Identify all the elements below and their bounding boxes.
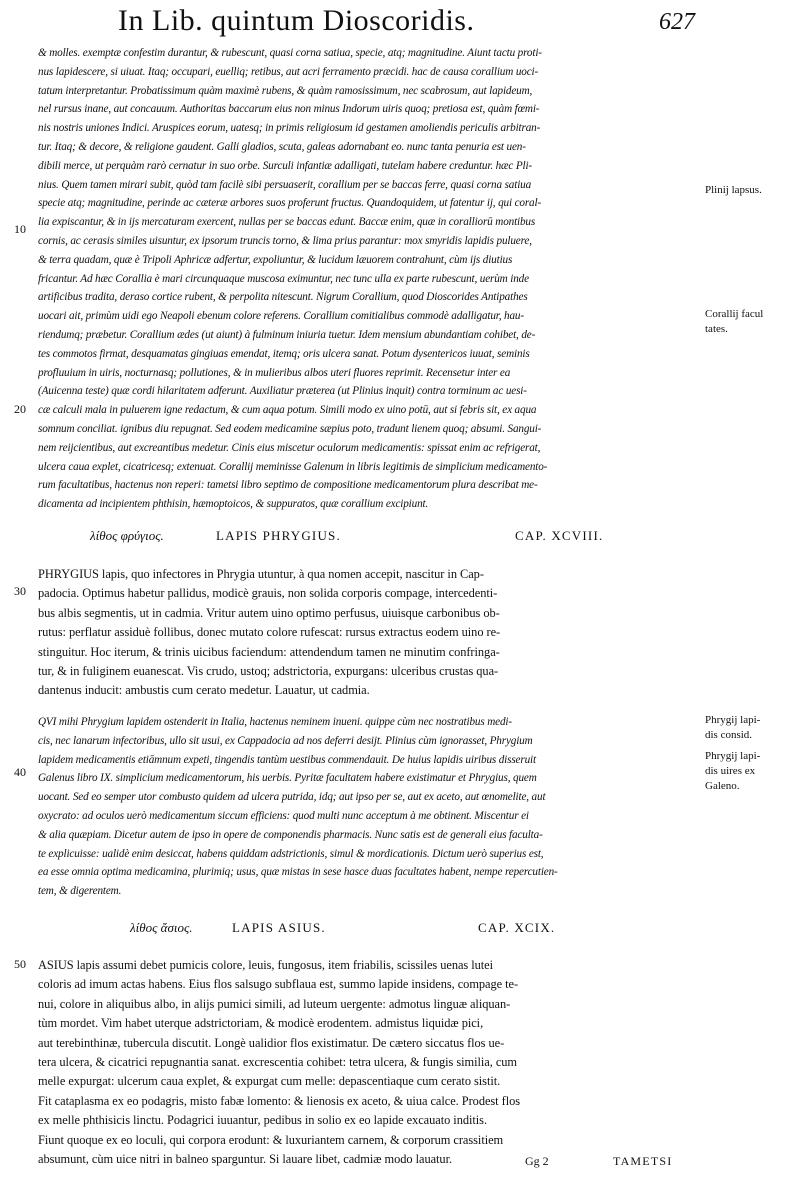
text-line: specie atq; magnitudine, perinde ac cæteræ arbores suos proferunt fructus. Quandoquidem, ut fatentur ij, qui coral- xyxy=(38,197,542,210)
text-line: riendumq; præbetur. Corallium ædes (ut aiunt) à fulminum iniuria tuetur. Idem mensium abundantiam cohibet, de- xyxy=(38,328,536,341)
text-line: & molles. exemptæ confestim durantur, & rubescunt, quasi corna satiua, specie, atq; magnitudine. Aiunt tactu proti- xyxy=(38,47,542,59)
text-line: bus albis segmentis, ut in cadmia. Vritur autem uino optimo perfusus, uiuisque carbonibus ob- xyxy=(38,605,500,620)
text-line: artificibus tradita, deraso cortice rubent, & perpolita nitescunt. Nigrum Corallium, quod Dioscorides Antipathes xyxy=(38,291,528,304)
greek-title: λίθος φρύγιος. xyxy=(90,528,164,543)
catchword: TAMETSI xyxy=(613,1154,673,1168)
text-line: absumunt, cùm uice nitri in balneo sparguntur. Si lauare libet, cadmiæ modo lauatur. xyxy=(38,1152,453,1167)
margin-note-plinij xyxy=(705,183,783,198)
chapter-heading-99 xyxy=(0,918,787,940)
margin-note-line: dis uires ex xyxy=(705,765,756,777)
text-line: cæ calculi mala in puluerem igne redactum, & cum aqua potum. Simili modo ex uino potū, aut si febris sit, ex aqua xyxy=(38,404,537,417)
text-line: tùm mordet. Vim habet uterque adstrictoriam, & modicè erodentem. admistus liquidæ pici, xyxy=(38,1016,484,1031)
text-line: fricantur. Ad hæc Corallia è mari circunquaque muscosa eximuntur, nec tunc ulla ex parte rubescunt, uerùm inde xyxy=(38,272,529,285)
margin-note-line: Corallij facul xyxy=(705,308,764,320)
margin-note-line: Plinij lapsus. xyxy=(705,184,762,196)
text-line: tem, & digerentem. xyxy=(38,885,122,898)
text-line: & alia quæpiam. Dicetur autem de ipso in opere de componendis pharmacis. Nunc satis est de generali eius faculta- xyxy=(38,828,543,841)
line-number: 20 xyxy=(14,402,26,416)
text-line: cornis, ac cerasis similes uisuntur, ex ipsorum truncis torno, & lima prius parantur: mox smyridis lapidis puluere, xyxy=(38,234,532,247)
latin-title: LAPIS ASIUS. xyxy=(232,920,326,935)
text-line: rum facultatibus, hactenus non reperi: tametsi libro septimo de compositione medicamentorum plura describat me- xyxy=(38,479,538,492)
text-line: ulcera caua explet, cicatricesq; extenuat. Corallij meminisse Galenum in libris legitimis de simplicium medicamento- xyxy=(38,460,548,473)
text-line: dibili merce, ut perquàm rarò cernatur in suo orbe. Surculi infantiæ adalligati, tutelam habere creduntur. hæc Pli- xyxy=(38,159,533,172)
margin-note-phrygij-consid xyxy=(705,713,783,743)
text-line: tur, & in fuliginem euanescat. Vis crudo, ustoq; adstrictoria, expurgans: ulceribus crustas qua- xyxy=(38,664,499,679)
text-line: stinguitur. Hoc iterum, & trinis uicibus faciendum: attendendum tamen ne minutim confringa- xyxy=(38,644,500,659)
text-line: melle expurgat: ulcerum caua explet, & expurgat cum melle: depascentiaque cum cerato sistit. xyxy=(38,1074,501,1089)
text-line: te explicuisse: ualidè enim desiccat, habens quiddam adstrictionis, simul & mordicationis. Dictum uerò superius est, xyxy=(38,847,544,860)
text-line: profluuium in uiris, nocturnasq; pollutiones, & in mulieribus albos uteri fluores reprimit. Recensetur inter ea xyxy=(38,366,511,379)
text-line: Galenus libro IX. simplicium medicamentorum, his uerbis. Pyritæ facultatem habere existimatur et Phrygius, quem xyxy=(38,772,537,785)
text-line: nem reijcientibus, aut excreantibus medetur. Cinis eius miscetur oculorum medicamentis: spissat enim ac refrigerat, xyxy=(38,441,541,454)
line-number: 50 xyxy=(14,957,26,971)
text-line: lia expiscantur, & in ijs mercaturam exercent, nullas per se baccas edunt. Baccæ enim, quæ in coralliorū montibus xyxy=(38,216,536,229)
dioscorides-text-99 xyxy=(38,956,692,1169)
commentary-phrygius xyxy=(38,713,692,901)
text-line: somnum conciliat. ignibus diu repugnat. Sed eodem medicamine sæpius poto, tradunt lienem quoq; absumi. Sangui- xyxy=(38,422,542,435)
text-line: nus lapidescere, si uiuat. Itaq; occupari, euelliq; retibus, aut acri ferramento præcidi. hac de causa corallium uoci- xyxy=(38,65,539,78)
text-line: cis, nec lanarum infectoribus, ullo sit usui, ex Cappadocia ad nos deferri desijt. Plinius cùm ignorasset, Phrygium xyxy=(38,734,533,747)
line-number: 30 xyxy=(14,584,26,598)
text-line: ea esse omnia optima medicamina, plurimiq; usus, quæ mistas in sese hasce duas facultates habent, nempe repercutien- xyxy=(38,866,558,879)
text-line: tatum interpretantur. Probatissimum quàm maximè rubens, & quàm ramosissimum, nec scabrosum, aut lapideum, xyxy=(38,84,533,97)
margin-note-phrygij-uires xyxy=(705,749,783,794)
running-head: In Lib. quintum Dioscoridis. xyxy=(118,4,475,37)
text-line: nel rursus inane, aut concauum. Authoritas baccarum eius non minus Indorum uiris quoq; pretiosa est, quàm fœmi- xyxy=(38,103,540,116)
text-line: dantenus inducit: ambustis cum cerato medetur. Lauatur, ut cadmia. xyxy=(38,683,370,698)
margin-note-line: dis consid. xyxy=(705,729,753,741)
text-line: uocari ait, primùm uidi ego Neapoli ebenum colore referens. Corallium comitialibus commodè adalligatur, hau- xyxy=(38,310,524,323)
text-line: (Auicenna teste) quæ cordi hilaritatem adferunt. Auxiliatur præterea (ut Plinius inquit) contra torminum ac uesi- xyxy=(38,385,527,398)
line-number: 10 xyxy=(14,222,26,236)
text-line: ex melle phthisicis linctu. Podagrici iuuantur, pedibus in solio ex eo lapide excauato inditis. xyxy=(38,1113,487,1128)
text-line: tur. Itaq; & decore, & religione gaudent. Galli gladios, scuta, galeas adornabant eo. nunc tanta penuria est uen- xyxy=(38,140,526,153)
text-line: lapidem medicamentis etiāmnum expeti, tingendis tantùm uestibus commendauit. De huius lapidis uiribus disseruit xyxy=(38,753,536,766)
text-line: ASIUS lapis assumi debet pumicis colore, leuis, fungosus, item friabilis, scissiles uenas lutei xyxy=(38,958,494,972)
commentary-corallium xyxy=(38,44,692,514)
text-line: Fit cataplasma ex eo podagris, misto fabæ lomento: & lienosis ex aceto, & uiua calce. Prodest flos xyxy=(38,1093,521,1108)
text-line: & terra quadam, quæ è Tripoli Aphricæ adfertur, expoliuntur, & lucidum læuorem contrahunt, cùm ijs diutius xyxy=(38,253,513,266)
greek-title: λίθος ἄσιος. xyxy=(130,920,193,935)
text-line: uocant. Sed eo semper utor combusto quidem ad ulcera putrida, idq; aut ipso per se, aut ex aceto, aut œnomelite, aut xyxy=(38,791,546,804)
text-line: oxycrato: ad oculos uerò medicamentum siccum efficiens: quod multi nunc acceptum à me obtinent. Miscentur ei xyxy=(38,809,529,822)
margin-note-corallij xyxy=(705,307,783,337)
text-line: Fiunt quoque ex eo loculi, qui corpora erodunt: & luxuriantem carnem, & corporum crassitiem xyxy=(38,1132,504,1147)
text-line: QVI mihi Phrygium lapidem ostenderit in Italia, hactenus neminem inueni. quippe cùm nec nostratibus medi- xyxy=(38,716,512,728)
chapter-number: CAP. XCVIII. xyxy=(515,528,604,543)
text-line: padocia. Optimus habetur pallidus, modicè grauis, non solida corporis compage, intercedenti- xyxy=(38,586,498,601)
text-line: nui, colore in aliquibus albo, in alijs pumici simili, ad luteum uergente: admotus linguæ aliquan- xyxy=(38,996,511,1011)
chapter-heading-98 xyxy=(0,526,787,548)
text-line: PHRYGIUS lapis, quo infectores in Phrygia utuntur, à qua nomen accepit, nascitur in Cap- xyxy=(38,567,484,581)
text-line: aut terebinthinæ, tubercula discutit. Longè ualidior flos existimatur. De cætero siccatus flos ue- xyxy=(38,1035,505,1050)
text-line: rutus: perflatur assiduè follibus, donec mutato colore rufescat: rursus extractus eodem uino re- xyxy=(38,625,501,640)
line-number: 40 xyxy=(14,765,26,779)
text-line: dicamenta ad incipientem phthisin, hæmoptoicos, & suppuratos, quæ corallium excipiunt. xyxy=(38,498,429,511)
text-line: coloris ad imum actas habens. Eius flos salsugo subflaua est, summo lapide insidens, compage te- xyxy=(38,977,519,992)
text-line: nis nostris uniones Indici. Aruspices eorum, uatesq; in primis religiosum id gestamen amoliendis periculis arbitran- xyxy=(38,122,541,135)
margin-note-line: Phrygij lapi- xyxy=(705,750,761,762)
latin-title: LAPIS PHRYGIUS. xyxy=(216,528,341,543)
text-line: tes commotos firmat, desquamatas gingiuas emendat, itemq; oris ulcera sanat. Potum dysentericos iuuat, seminis xyxy=(38,347,530,360)
margin-note-line: tates. xyxy=(705,323,728,335)
chapter-number: CAP. XCIX. xyxy=(478,920,556,935)
margin-note-line: Phrygij lapi- xyxy=(705,714,761,726)
text-line: nius. Quem tamen mirari subit, quòd tam facilè sibi persuaserit, corallium per se baccas ferre, quasi corna satiua xyxy=(38,178,532,191)
signature-mark: Gg 2 xyxy=(525,1154,549,1168)
page-number: 627 xyxy=(659,9,695,35)
dioscorides-text-98 xyxy=(38,565,692,701)
margin-note-line: Galeno. xyxy=(705,780,740,792)
text-line: tera ulcera, & cicatrici repugnantia sanat. excrescentia cohibet: tetra ulcera, & fungis similia, cum xyxy=(38,1055,518,1070)
